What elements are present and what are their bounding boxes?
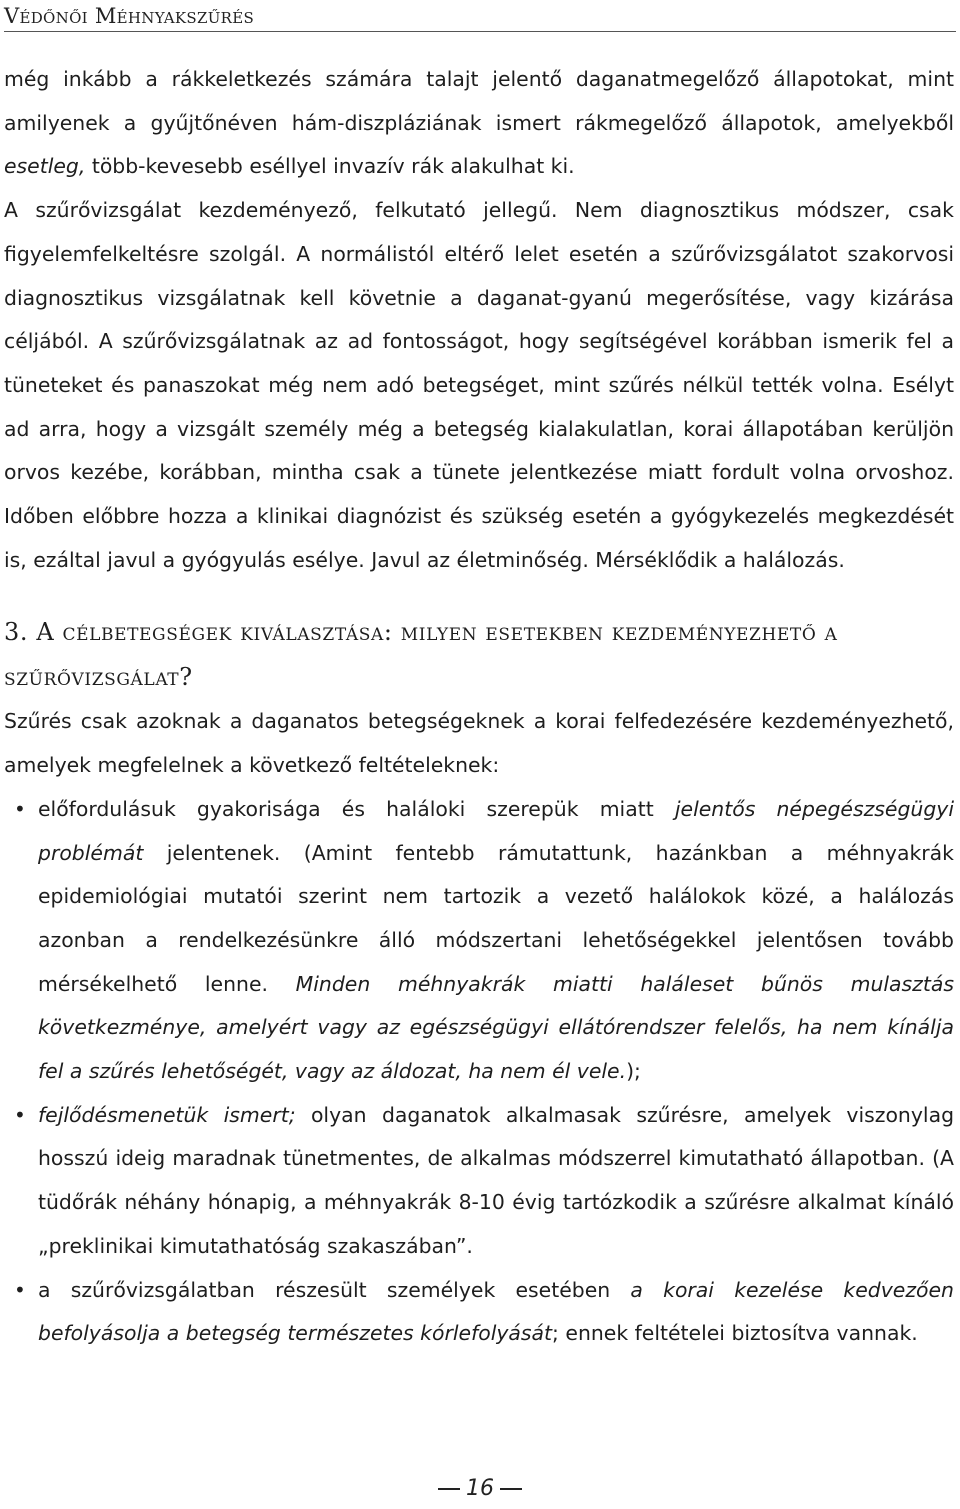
page-number: 16 xyxy=(466,1476,494,1501)
text-run: több-kevesebb eséllyel invazív rák alakulhat ki. xyxy=(85,154,575,179)
emphasis-text: jelentős népegészségügyi problémát xyxy=(38,796,954,865)
text-run: A szűrővizsgálat kezdeményező, felkutató jellegű. Nem diagnosztikus módszer, csak figyelemfelkeltésre szolgál. A normálistól eltérő lelet esetén a szűrővizsgálatot szakorvosi diagnosztikus vizsgálatnak kell követnie a daganat-gyanú megerősítése, vagy kizárása céljából. A szűrővizsgálatnak az ad fontosságot, hogy segítségével korábban ismerik fel a tüneteket és panaszokat még nem adó betegséget, mint szűrés nélkül tették volna. Esélyt ad arra, hogy a vizsgált személy még a betegség kialakulatlan, korai állapotában kerüljön orvos kezébe, korábban, mintha csak a tünete jelentkezése miatt fordult volna orvoshoz. Időben előbbre hozza a klinikai diagnózist és szükség esetén a gyógykezelés megkezdését is, ezáltal javul a gyógyulás esélye. Javul az életminőség. Mérséklődik a halálozás. xyxy=(4,198,954,572)
list-item xyxy=(4,788,954,1094)
section-heading: 3. A célbetegségek kiválasztása: milyen esetekben kezdeményezhető a szűrővizsgálat? xyxy=(4,618,838,692)
conditions-list xyxy=(4,788,954,1356)
page-content xyxy=(4,58,954,1356)
paragraph-screening-purpose xyxy=(4,58,954,582)
text-run: jelentenek. (Amint fentebb rámutattunk, hazánkban a méhnyakrák epidemiológiai mutatói szerint nem tartozik a vezető halálokok közé, a halálozás azonban a rendelkezésünkre álló módszertani lehetőségekkel jelentősen tovább mérsékelhető lenne. xyxy=(38,840,954,996)
emphasis-text: fejlődésmenetük ismert; xyxy=(38,1102,296,1127)
text-run: a szűrővizsgálatban részesült személyek esetében xyxy=(38,1277,631,1302)
list-item xyxy=(4,1269,954,1356)
text-run: még inkább a rákkeletkezés számára talajt jelentő daganatmegelőző állapotokat, mint amilyenek a gyűjtőnéven hám-diszpláziának ismert rákmegelőző állapotok, amelyekből xyxy=(4,67,954,135)
running-header: Védőnői Méhnyakszűrés xyxy=(4,2,956,32)
bullet-icon: • xyxy=(14,796,26,821)
bullet-icon: • xyxy=(14,1102,26,1127)
section-intro: Szűrés csak azoknak a daganatos betegségeknek a korai felfedezésére kezdeményezhető, amelyek megfelelnek a következő feltételeknek: xyxy=(4,709,954,778)
bullet-icon: • xyxy=(14,1277,26,1302)
text-run: előfordulásuk gyakorisága és haláloki szerepük miatt xyxy=(38,796,675,821)
dash-right xyxy=(500,1488,522,1490)
text-run: olyan daganatok alkalmasak szűrésre, amelyek viszonylag hosszú ideig maradnak tünetmentes, de alkalmas módszerrel kimutatható állapotban. (A tüdőrák néhány hónapig, a méhnyakrák 8-10 évig tartózkodik a szűrésre alkalmat kínáló „preklinikai kimutathatóság szakaszában”. xyxy=(38,1102,955,1258)
emphasis-text: Minden méhnyakrák miatti haláleset bűnös mulasztás következménye, amelyért vagy az egészségügyi ellátórendszer felelős, ha nem kínálja fel a szűrés lehetőségét, vagy az áldozat, ha nem él vele. xyxy=(38,971,954,1084)
text-run: ; ennek feltételei biztosítva vannak. xyxy=(552,1321,918,1346)
emphasis-text: a korai kezelése kedvezően befolyásolja a betegség természetes kórlefolyását xyxy=(38,1277,954,1346)
text-run: ); xyxy=(626,1059,641,1084)
dash-left xyxy=(438,1488,460,1490)
list-item xyxy=(4,1094,954,1269)
page-footer xyxy=(0,1476,960,1501)
emphasis-text: esetleg, xyxy=(4,154,86,179)
